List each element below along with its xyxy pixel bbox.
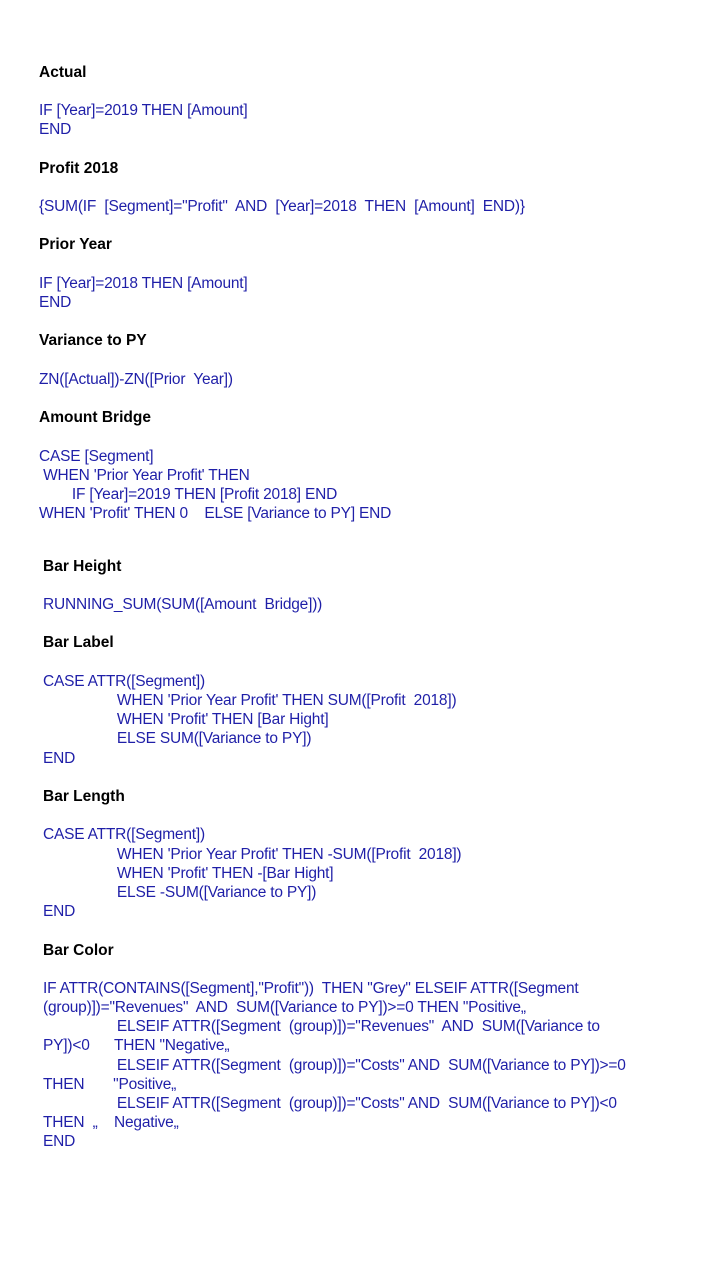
section-title-bar-color: Bar Color bbox=[43, 942, 114, 959]
code-line: ELSEIF ATTR([Segment (group)])="Revenues" AND SUM([Variance to bbox=[43, 1018, 600, 1035]
code-line: (group)])="Revenues" AND SUM([Variance to PY])>=0 THEN "Positive„ bbox=[43, 999, 526, 1016]
section-title-bar-label: Bar Label bbox=[43, 634, 114, 651]
code-line: WHEN 'Profit' THEN -[Bar Hight] bbox=[43, 865, 334, 882]
code-line: IF [Year]=2019 THEN [Profit 2018] END bbox=[39, 486, 338, 503]
section-title-prior-year: Prior Year bbox=[39, 236, 112, 253]
code-line: END bbox=[39, 121, 72, 138]
code-line: CASE ATTR([Segment]) bbox=[43, 673, 205, 690]
code-line: RUNNING_SUM(SUM([Amount Bridge])) bbox=[43, 596, 323, 613]
code-line: WHEN 'Prior Year Profit' THEN bbox=[39, 467, 250, 484]
section-title-variance-to-py: Variance to PY bbox=[39, 332, 147, 349]
code-line: END bbox=[43, 903, 76, 920]
code-line: WHEN 'Prior Year Profit' THEN SUM([Profit 2018]) bbox=[43, 692, 457, 709]
code-line: END bbox=[43, 1133, 76, 1150]
code-line: CASE [Segment] bbox=[39, 448, 154, 465]
code-line: IF [Year]=2019 THEN [Amount] bbox=[39, 102, 248, 119]
code-line: THEN "Positive„ bbox=[43, 1076, 177, 1093]
code-line: ELSE -SUM([Variance to PY]) bbox=[43, 884, 317, 901]
code-line: ELSE SUM([Variance to PY]) bbox=[43, 730, 312, 747]
code-line: ELSEIF ATTR([Segment (group)])="Costs" AND SUM([Variance to PY])<0 bbox=[43, 1095, 617, 1112]
code-line: IF ATTR(CONTAINS([Segment],"Profit")) THEN "Grey" ELSEIF ATTR([Segment bbox=[43, 980, 579, 997]
section-title-profit-2018: Profit 2018 bbox=[39, 160, 119, 177]
section-title-bar-length: Bar Length bbox=[43, 788, 125, 805]
code-line: END bbox=[39, 294, 72, 311]
code-line: WHEN 'Profit' THEN 0 ELSE [Variance to PY] END bbox=[39, 505, 392, 522]
code-line: PY])<0 THEN "Negative„ bbox=[43, 1037, 230, 1054]
code-line: CASE ATTR([Segment]) bbox=[43, 826, 205, 843]
code-line: {SUM(IF [Segment]="Profit" AND [Year]=2018 THEN [Amount] END)} bbox=[39, 198, 525, 215]
section-title-bar-height: Bar Height bbox=[43, 558, 122, 575]
section-title-amount-bridge: Amount Bridge bbox=[39, 409, 151, 426]
code-line: THEN „ Negative„ bbox=[43, 1114, 179, 1131]
code-line: END bbox=[43, 750, 76, 767]
code-line: WHEN 'Profit' THEN [Bar Hight] bbox=[43, 711, 329, 728]
section-title-actual: Actual bbox=[39, 64, 87, 81]
code-line: IF [Year]=2018 THEN [Amount] bbox=[39, 275, 248, 292]
code-line: WHEN 'Prior Year Profit' THEN -SUM([Profit 2018]) bbox=[43, 846, 462, 863]
code-line: ELSEIF ATTR([Segment (group)])="Costs" AND SUM([Variance to PY])>=0 bbox=[43, 1057, 626, 1074]
code-line: ZN([Actual])-ZN([Prior Year]) bbox=[39, 371, 233, 388]
